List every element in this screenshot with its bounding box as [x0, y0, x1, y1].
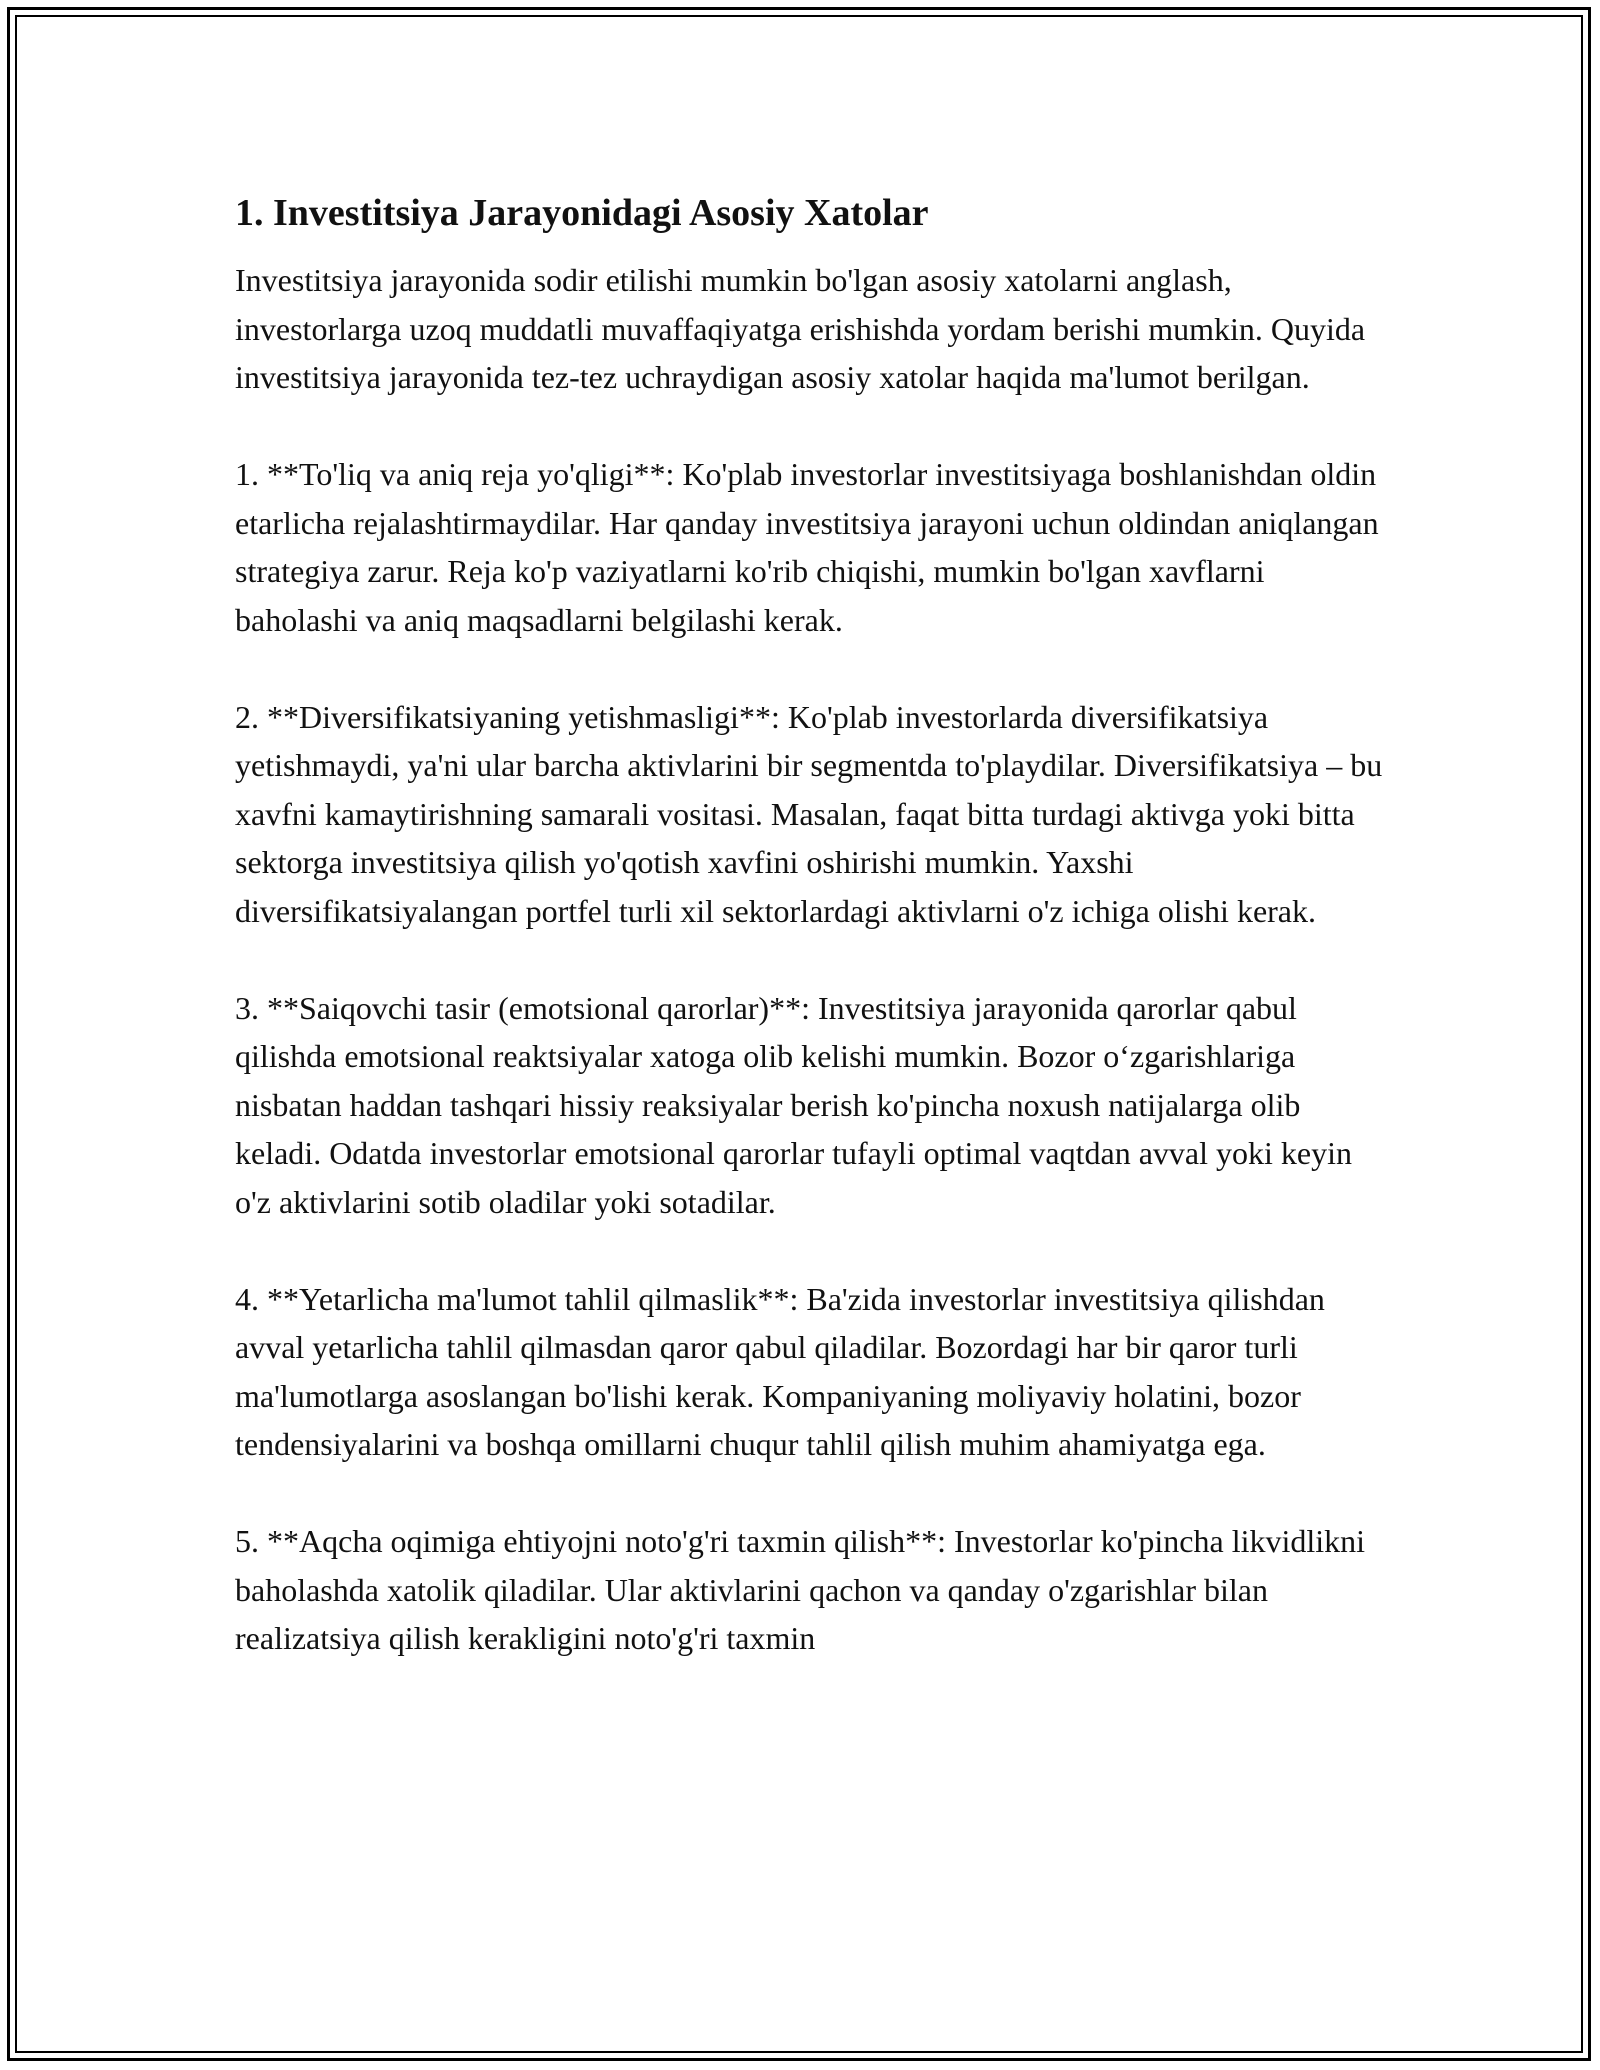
paragraph-item-5: 5. **Aqcha oqimiga ehtiyojni noto'g'ri taxmin qilish**: Investorlar ko'pincha likvidlikni baholashda xatolik qiladilar. Ular aktivlarini qachon va qanday o'zgarishlar bilan realizatsiya qilish kerakligini noto'g'ri taxmin	[235, 1523, 1366, 1656]
intro-paragraph: Investitsiya jarayonida sodir etilishi mumkin bo'lgan asosiy xatolarni anglash, investorlarga uzoq muddatli muvaffaqiyatga erishishda yordam berishi mumkin. Quyida investitsiya jarayonida tez-tez uchraydigan asosiy xatolar haqida ma'lumot berilgan.	[235, 262, 1366, 395]
paragraph-item-4: 4. **Yetarlicha ma'lumot tahlil qilmaslik**: Ba'zida investorlar investitsiya qilishdan avval yetarlicha tahlil qilmasdan qaror qabul qiladilar. Bozordagi har bir qaror turli ma'lumotlarga asoslangan bo'lishi kerak. Kompaniyaning moliyaviy holatini, bozor tendensiyalarini va boshqa omillarni chuqur tahlil qilish muhim ahamiyatga ega.	[235, 1280, 1325, 1462]
paragraph-item-3: 3. **Saiqovchi tasir (emotsional qarorlar)**: Investitsiya jarayonida qarorlar qabul qilishda emotsional reaktsiyalar xatoga olib kelishi mumkin. Bozor o‘zgarishlariga nisbatan haddan tashqari hissiy reaksiyalar berish ko'pincha noxush natijalarga olib keladi. Odatda investorlar emotsional qarorlar tufayli optimal vaqtdan avval yoki keyin o'z aktivlarini sotib oladilar yoki sotadilar.	[235, 989, 1352, 1220]
document-body	[235, 188, 1385, 1711]
paragraph-item-2: 2. **Diversifikatsiyaning yetishmasligi**: Ko'plab investorlarda diversifikatsiya yetishmaydi, ya'ni ular barcha aktivlarini bir segmentda to'playdilar. Diversifikatsiya – bu xavfni kamaytirishning samarali vositasi. Masalan, faqat bitta turdagi aktivga yoki bitta sektorga investitsiya qilish yo'qotish xavfini oshirishi mumkin. Yaxshi diversifikatsiyalangan portfel turli xil sektorlardagi aktivlarni o'z ichiga olishi kerak.	[235, 698, 1383, 929]
paragraph-item-1: 1. **To'liq va aniq reja yo'qligi**: Ko'plab investorlar investitsiyaga boshlanishdan oldin etarlicha rejalashtirmaydilar. Har qanday investitsiya jarayoni uchun oldindan aniqlangan strategiya zarur. Reja ko'p vaziyatlarni ko'rib chiqishi, mumkin bo'lgan xavflarni baholashi va aniq maqsadlarni belgilashi kerak.	[235, 456, 1379, 638]
section-heading: 1. Investitsiya Jarayonidagi Asosiy Xatolar	[235, 192, 929, 234]
